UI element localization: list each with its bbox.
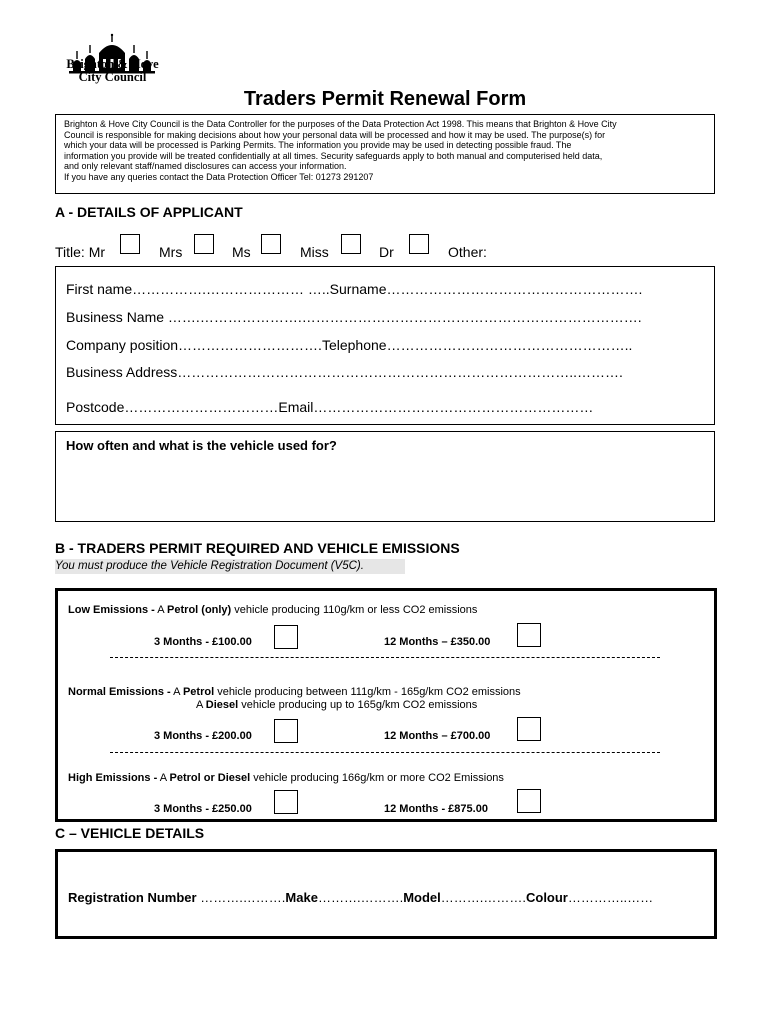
normal-emissions-desc-petrol: vehicle producing between 111g/km - 165g/km CO2 emissions [214,686,521,698]
high-emissions-label: High Emissions - [68,772,158,784]
permit-options-box [55,588,717,822]
council-line-1: Brighton & Hove [66,57,159,71]
title-dr-checkbox[interactable] [409,234,429,254]
applicant-details-box [55,266,715,425]
colour-label: Colour [525,890,568,905]
title-dr-label: Dr [379,244,394,260]
normal-emissions-diesel [196,699,477,711]
model-label: Model [403,890,441,905]
title-miss-label: Miss [300,244,329,260]
normal-emissions-description [68,686,521,698]
high-emissions-fuel: Petrol or Diesel [169,772,251,784]
title-selection-row [55,234,715,262]
title-ms-label: Ms [232,244,251,260]
normal-12-months-checkbox[interactable] [517,717,541,741]
high-emissions-desc: vehicle producing 166g/km or more CO2 Emissions [250,772,504,784]
vehicle-details-box [55,849,717,939]
low-12-months-checkbox[interactable] [517,623,541,647]
normal-12-months-label: 12 Months – £700.00 [384,730,491,742]
high-12-months-label: 12 Months - £875.00 [384,803,488,815]
section-c-heading: C – VEHICLE DETAILS [55,825,205,841]
section-a-heading: A - DETAILS OF APPLICANT [55,204,243,220]
postcode-email-field[interactable]: Postcode……………………………Email…………………………………………………… [66,399,594,415]
title-ms-checkbox[interactable] [261,234,281,254]
divider [110,752,660,753]
council-name [55,58,170,84]
title-miss-checkbox[interactable] [341,234,361,254]
normal-emissions-fuel-petrol: Petrol [182,686,215,698]
vehicle-usage-box[interactable] [55,431,715,522]
first-name-surname-field[interactable]: First name…………….………………… …..Surname………………………………………………. [66,281,643,297]
normal-emissions-article-2: A [196,699,206,711]
business-address-field[interactable]: Business Address…………………………………………………………………………..………. [66,364,623,380]
normal-emissions-fuel-diesel: Diesel [205,699,239,711]
normal-3-months-label: 3 Months - £200.00 [154,730,252,742]
dp-line: which your data will be processed is Parking Permits. The information you provide may be used in detecting possible fraud. The [64,140,572,151]
dp-line: information you provide will be treated confidentially at all times. Security safeguards apply to both manual and computerised held data, [64,150,603,161]
colour-field[interactable]: …………..…… [567,890,654,905]
low-emissions-description [68,604,477,616]
vehicle-details-row[interactable] [68,890,653,905]
make-field[interactable]: ……….………. [317,890,404,905]
normal-emissions-desc-diesel: vehicle producing up to 165g/km CO2 emissions [238,699,478,711]
title-mr-checkbox[interactable] [120,234,140,254]
title-mr-label: Title: Mr [55,244,106,260]
section-b-heading: B - TRADERS PERMIT REQUIRED AND VEHICLE EMISSIONS [55,540,460,556]
low-emissions-fuel: Petrol (only) [167,604,232,616]
v5c-note: You must produce the Vehicle Registration Document (V5C). [55,559,405,574]
normal-3-months-checkbox[interactable] [274,719,298,743]
vehicle-usage-question: How often and what is the vehicle used for? [66,438,337,453]
data-protection-notice [55,114,715,194]
title-mrs-checkbox[interactable] [194,234,214,254]
low-12-months-label: 12 Months – £350.00 [384,636,491,648]
registration-field[interactable]: ……….………. [196,890,286,905]
form-title: Traders Permit Renewal Form [243,88,527,110]
make-label: Make [285,890,318,905]
title-other-label: Other: [448,244,487,260]
title-mrs-label: Mrs [159,244,183,260]
dp-line: Council is responsible for making decisions about how your personal data will be processed and how it may be used. The purpose(s) for [64,129,606,140]
high-3-months-checkbox[interactable] [274,790,298,814]
company-position-telephone-field[interactable]: Company position………………………….Telephone…………………………………………….. [66,337,633,353]
low-emissions-article: A [154,604,168,616]
low-3-months-label: 3 Months - £100.00 [154,636,252,648]
low-3-months-checkbox[interactable] [274,625,298,649]
council-line-2: City Council [78,70,147,84]
high-emissions-article: A [157,772,170,784]
business-name-field[interactable]: Business Name …….………………….………………………………………………………………. [66,309,642,325]
high-3-months-label: 3 Months - £250.00 [154,803,252,815]
high-emissions-description [68,772,504,784]
registration-label: Registration Number [68,890,197,905]
high-12-months-checkbox[interactable] [517,789,541,813]
dp-line: If you have any queries contact the Data Protection Officer Tel: 01273 291207 [64,171,374,182]
model-field[interactable]: ……….………. [440,890,526,905]
dp-line: Brighton & Hove City Council is the Data Controller for the purposes of the Data Protection Act 1998. This means that Brighton & Hove City [64,119,617,129]
low-emissions-label: Low Emissions - [68,604,155,616]
dp-line: and only relevant staff/named disclosures can access your information. [64,161,347,172]
normal-emissions-label: Normal Emissions - [68,686,171,698]
normal-emissions-article: A [170,686,183,698]
low-emissions-desc: vehicle producing 110g/km or less CO2 emissions [231,604,478,616]
divider [110,657,660,658]
